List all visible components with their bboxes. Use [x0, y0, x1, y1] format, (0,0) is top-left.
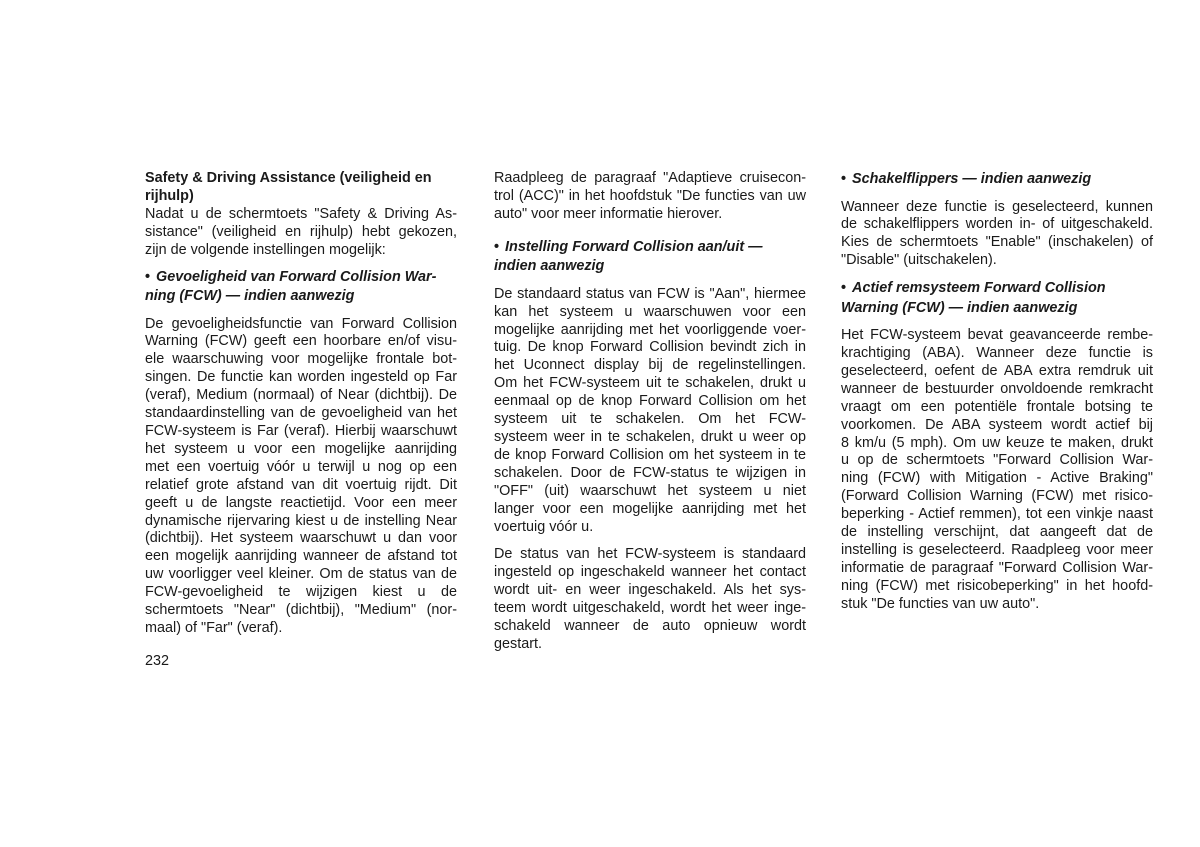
bullet-icon: • — [494, 238, 500, 255]
text-line: dynamische rijervaring kiest u de instelling Near — [145, 512, 457, 529]
bullet-icon: • — [145, 268, 151, 285]
text-line: Het FCW-systeem bevat geavanceerde rembe- — [841, 327, 1153, 344]
text-line: Om het FCW-systeem uit te schakelen, drukt u — [494, 375, 806, 392]
text-line: kan het systeem u waarschuwen voor een — [494, 303, 806, 320]
text-line: trol (ACC)" in het hoofdstuk "De functies van uw — [494, 187, 806, 204]
text-line: ning (FCW) with Mitigation - Active Braking" — [841, 470, 1153, 487]
body-paragraph — [494, 546, 806, 653]
heading-line: rijhulp) — [145, 187, 194, 204]
text-line: geselecteerd, oefent de ABA extra remdruk uit — [841, 362, 1153, 379]
text-line: De status van het FCW-systeem is standaard — [494, 546, 806, 563]
text-line: een mogelijk aanrijding wanneer de afstand tot — [145, 548, 457, 565]
text-line: FCW-gevoeligheid te wijzigen kiest u de — [145, 584, 457, 601]
text-line: instelling is geselecteerd. Raadpleeg voor meer — [841, 542, 1153, 558]
section-heading — [145, 170, 457, 206]
bullet-heading-fcw-onoff — [494, 238, 806, 277]
text-line: teem wordt uitgeschakeld, wordt het weer inge- — [494, 600, 806, 617]
page-number: 232 — [145, 653, 170, 669]
text-line: informatie de paragraaf "Forward Collision War- — [841, 559, 1153, 576]
text-line: eenmaal op de knop Forward Collision om het — [494, 393, 806, 410]
bullet-icon: • — [841, 280, 847, 297]
text-line: systeem weer in te schakelen, drukt u weer op — [494, 428, 806, 445]
bullet-heading-active-braking — [841, 279, 1153, 318]
text-line: FCW-systeem is Far (veraf). Hierbij waarschuwt — [145, 422, 457, 439]
text-line: stuk "De functies van uw auto". — [841, 595, 1040, 612]
text-line: schakeld wanneer de auto opnieuw wordt — [494, 618, 806, 635]
column-right — [841, 170, 1153, 614]
intro-paragraph — [145, 206, 457, 260]
text-line: met een voertuig vóór u terwijl u nog op een — [145, 458, 457, 475]
text-line: Nadat u de schermtoets "Safety & Driving As- — [145, 205, 457, 222]
bullet-heading-text: indien aanwezig — [494, 258, 605, 275]
text-line: (Forward Collision Warning (FCW) met risico- — [841, 488, 1153, 505]
text-line: mogelijke aanrijding met het voorliggende voer- — [494, 321, 806, 338]
text-line: ele waarschuwing voor mogelijke frontale bot- — [145, 351, 457, 368]
text-line: u op de schermtoets "Forward Collision War- — [841, 452, 1153, 469]
bullet-heading-text: Schakelflippers — indien aanwezig — [852, 171, 1092, 187]
bullet-heading-text: Actief remsysteem Forward Collision — [852, 280, 1106, 297]
text-line: De standaard status van FCW is "Aan", hiermee — [494, 285, 806, 302]
column-middle — [494, 170, 806, 654]
text-line: maal) of "Far" (veraf). — [145, 619, 283, 636]
text-line: Raadpleeg de paragraaf "Adaptieve cruisecon- — [494, 170, 806, 186]
text-line: systeem uit te schakelen. Om het FCW- — [494, 411, 806, 428]
text-line: wanneer de bestuurder onvoldoende remkracht — [841, 380, 1153, 397]
text-line: Wanneer deze functie is geselecteerd, kunnen — [841, 198, 1153, 215]
text-line: "OFF" (uit) waarschuwt het systeem u niet — [494, 482, 806, 499]
heading-line: Safety & Driving Assistance (veiligheid en — [145, 170, 432, 186]
text-line: uw voorligger veel kleiner. Om de status van de — [145, 566, 457, 583]
bullet-heading-text: Warning (FCW) — indien aanwezig — [841, 299, 1078, 316]
text-line: Kies de schermtoets "Enable" (inschakelen) of — [841, 234, 1153, 251]
text-line: beperking - Actief remmen), tot een vinkje naast — [841, 506, 1153, 523]
text-line: schakelen. Door de FCW-status te wijzigen in — [494, 464, 806, 481]
text-line: standaardinstelling van de gevoeligheid van het — [145, 405, 457, 422]
intro-paragraph — [494, 170, 806, 224]
text-line: voorkomen. De ABA systeem wordt actief bij — [841, 416, 1153, 433]
text-line: wordt uit- en weer ingeschakeld. Als het sys- — [494, 582, 806, 599]
text-line: De gevoeligheidsfunctie van Forward Collision — [145, 315, 457, 332]
text-line: geeft u de langste reactietijd. Voor een meer — [145, 494, 457, 511]
text-line: het systeem u voor een mogelijke aanrijding — [145, 440, 457, 457]
text-line: voertuig vóór u. — [494, 518, 594, 535]
text-line: ingesteld op ingeschakeld wanneer het contact — [494, 564, 806, 581]
bullet-heading-text: Instelling Forward Collision aan/uit — — [505, 238, 763, 255]
text-line: sistance" (veiligheid en rijhulp) hebt gekozen, — [145, 223, 457, 240]
text-line: de schakelflippers worden in- of uitgeschakeld. — [841, 216, 1153, 233]
text-line: zijn de volgende instellingen mogelijk: — [145, 241, 386, 258]
text-line: (dichtbij). Het systeem waarschuwt u dan voor — [145, 530, 457, 547]
text-line: "Disable" (uitschakelen). — [841, 252, 997, 269]
text-line: het Uconnect display bij de regelinstellingen. — [494, 357, 806, 374]
body-paragraph — [494, 286, 806, 537]
text-line: de instelling verschijnt, dat aangeeft dat de — [841, 524, 1153, 541]
text-line: langer voor een mogelijke aanrijding met het — [494, 500, 806, 517]
bullet-heading-sensitivity — [145, 268, 457, 307]
column-left — [145, 170, 457, 638]
body-paragraph — [841, 199, 1153, 271]
text-line: singen. De functie kan worden ingesteld op Far — [145, 369, 457, 386]
text-line: auto" voor meer informatie hierover. — [494, 205, 723, 222]
text-line: 8 km/u (5 mph). Om uw keuze te maken, drukt — [841, 434, 1153, 451]
text-line: schermtoets "Near" (dichtbij), "Medium" (nor- — [145, 602, 457, 619]
bullet-icon: • — [841, 171, 847, 187]
text-line: Warning (FCW) geeft een hoorbare en/of visu- — [145, 333, 457, 350]
text-line: relatief grote afstand van dit voertuig rijdt. Dit — [145, 476, 457, 493]
bullet-heading-text: ning (FCW) — indien aanwezig — [145, 288, 355, 305]
text-line: de knop Forward Collision om het systeem in te — [494, 446, 806, 463]
body-paragraph — [145, 316, 457, 638]
text-line: gestart. — [494, 635, 542, 652]
bullet-heading-text: Gevoeligheid van Forward Collision War- — [156, 268, 437, 285]
bullet-heading-paddles — [841, 170, 1153, 190]
text-line: ning (FCW) met risicobeperking" in het hoofd- — [841, 577, 1153, 594]
text-line: (veraf), Medium (normaal) of Near (dichtbij). De — [145, 387, 457, 404]
text-line: tuig. De knop Forward Collision bevindt zich in — [494, 339, 806, 356]
text-line: krachtiging (ABA). Wanneer deze functie is — [841, 345, 1153, 362]
body-paragraph — [841, 327, 1153, 614]
text-line: vraagt om een potentiële frontale botsing te — [841, 398, 1153, 415]
